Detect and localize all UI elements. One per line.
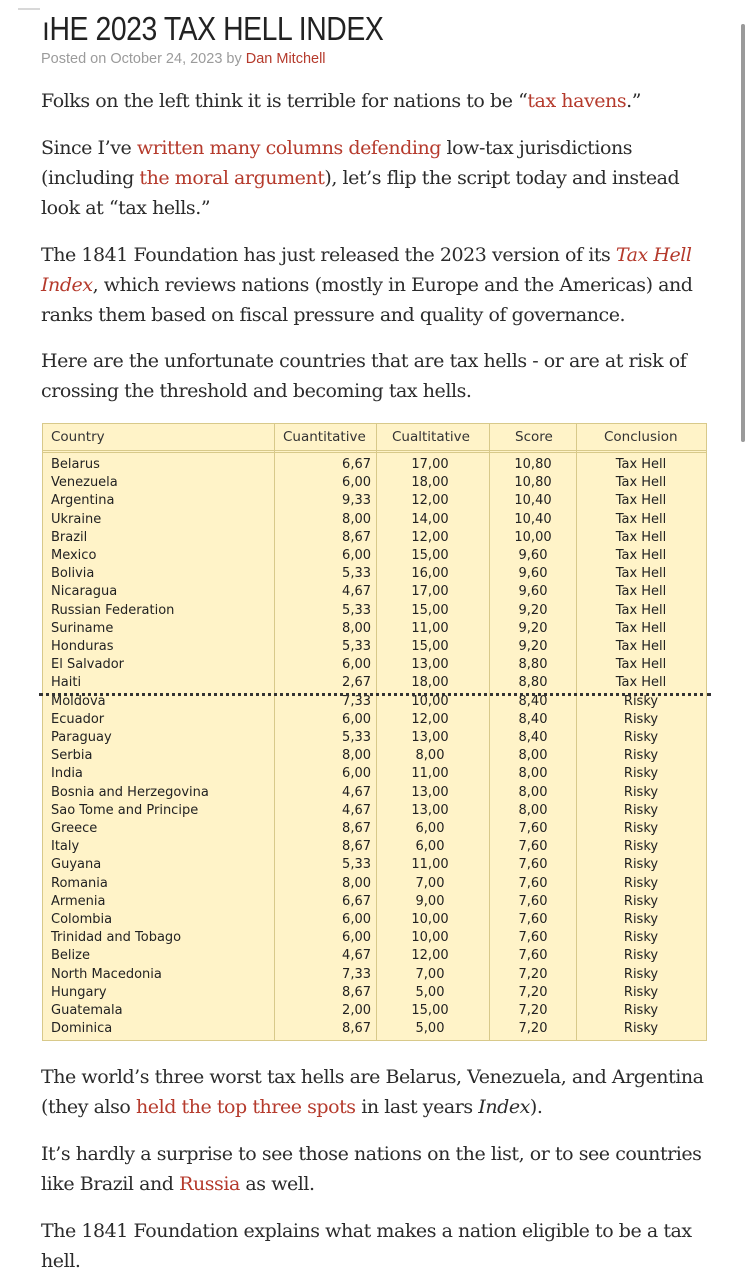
country-cell: Sao Tome and Principe: [51, 802, 199, 818]
country-cell: North Macedonia: [51, 966, 162, 982]
cualtitative-cell: 16,00: [411, 566, 449, 582]
conclusion-cell: Tax Hell: [615, 511, 667, 527]
cuantitative-cell: 6,67: [342, 893, 371, 909]
conclusion-cell: Risky: [623, 875, 659, 891]
paragraph-2: [41, 133, 709, 223]
cuantitative-cell: 8,00: [342, 748, 371, 764]
table-row: [43, 802, 706, 820]
score-cell: 7,20: [518, 1021, 548, 1037]
score-cell: 7,60: [518, 821, 548, 836]
cuantitative-cell: 6,00: [342, 930, 371, 946]
table-row: [43, 838, 706, 856]
cuantitative-cell: 9,33: [342, 493, 371, 509]
conclusion-cell: Tax Hell: [615, 457, 667, 472]
score-cell: 7,60: [518, 912, 548, 927]
cualtitative-cell: 12,00: [411, 493, 449, 509]
score-cell: 10,80: [514, 457, 552, 472]
cuantitative-cell: 6,00: [342, 657, 371, 673]
score-cell: 7,60: [518, 839, 548, 855]
tax-hell-threshold-divider: [39, 693, 711, 696]
top-three-spots-link[interactable]: held the top three spots: [136, 1096, 356, 1118]
table-row: [43, 602, 706, 620]
conclusion-cell: Risky: [623, 766, 659, 782]
table-row: [43, 856, 706, 874]
table-row: [43, 492, 706, 510]
table-row: [43, 966, 706, 984]
paragraph-4: Here are the unfortunate countries that are tax hells - or are at risk of crossing the threshold and becoming tax hells.: [41, 350, 687, 402]
text: .”: [626, 90, 641, 112]
cualtitative-cell: 13,00: [411, 784, 449, 800]
tax-hell-table: [42, 423, 707, 1041]
moral-argument-link[interactable]: the moral argument: [139, 167, 325, 189]
table-row: [43, 929, 706, 947]
country-cell: Guatemala: [51, 1003, 123, 1018]
score-cell: 8,00: [518, 748, 548, 764]
header-country: Country: [51, 429, 105, 445]
cualtitative-cell: 15,00: [411, 548, 449, 563]
score-cell: 7,20: [518, 984, 548, 1000]
cuantitative-cell: 8,67: [342, 839, 371, 855]
cuantitative-cell: 8,67: [342, 821, 371, 836]
country-cell: Nicaragua: [51, 584, 118, 600]
cualtitative-cell: 10,00: [411, 912, 449, 927]
cualtitative-cell: 12,00: [411, 711, 449, 727]
conclusion-cell: Tax Hell: [615, 639, 667, 654]
table-row: [43, 456, 706, 474]
conclusion-cell: Tax Hell: [615, 548, 667, 563]
scrollbar[interactable]: [741, 24, 745, 442]
cuantitative-cell: 4,67: [342, 584, 371, 600]
country-cell: Venezuela: [51, 475, 118, 491]
cualtitative-cell: 15,00: [411, 602, 449, 618]
cualtitative-cell: 11,00: [411, 620, 449, 636]
tax-havens-link[interactable]: tax havens: [527, 90, 627, 112]
header-conclusion: Conclusion: [604, 429, 678, 445]
cualtitative-cell: 13,00: [411, 802, 449, 818]
country-cell: Bolivia: [51, 566, 95, 582]
cuantitative-cell: 5,33: [342, 730, 371, 745]
cuantitative-cell: 6,67: [342, 457, 371, 472]
cualtitative-cell: 17,00: [411, 457, 449, 472]
country-cell: El Salvador: [51, 657, 124, 673]
conclusion-cell: Tax Hell: [615, 493, 667, 509]
table-row: [43, 875, 706, 893]
text: as well.: [239, 1173, 315, 1195]
table-row: [43, 529, 706, 547]
score-cell: 7,60: [518, 930, 548, 946]
table-row: [43, 674, 706, 692]
score-cell: 9,20: [518, 602, 548, 618]
cualtitative-cell: 10,00: [411, 930, 449, 946]
country-cell: Mexico: [51, 548, 97, 563]
country-cell: Belarus: [51, 457, 100, 472]
score-cell: 9,20: [518, 639, 548, 654]
cualtitative-cell: 5,00: [415, 984, 445, 1000]
score-cell: 7,60: [518, 857, 548, 873]
cuantitative-cell: 2,67: [342, 675, 371, 691]
score-cell: 7,60: [518, 875, 548, 891]
cualtitative-cell: 13,00: [411, 657, 449, 673]
country-cell: Italy: [51, 839, 80, 855]
cualtitative-cell: 9,00: [415, 893, 445, 909]
country-cell: Russian Federation: [51, 602, 175, 618]
country-cell: Bosnia and Herzegovina: [51, 784, 209, 800]
table-row: [43, 474, 706, 492]
cualtitative-cell: 6,00: [415, 839, 445, 855]
text: Index: [478, 1096, 530, 1118]
cualtitative-cell: 7,00: [415, 875, 445, 891]
cualtitative-cell: 12,00: [411, 948, 449, 964]
country-cell: Colombia: [51, 912, 113, 927]
table-row: [43, 620, 706, 638]
table-row: [43, 547, 706, 565]
country-cell: Paraguay: [51, 730, 112, 745]
cuantitative-cell: 8,67: [342, 1021, 371, 1037]
cuantitative-cell: 7,33: [342, 693, 371, 709]
score-cell: 10,00: [514, 529, 552, 545]
cuantitative-cell: 6,00: [342, 912, 371, 927]
country-cell: India: [51, 766, 83, 782]
conclusion-cell: Risky: [623, 1003, 659, 1018]
cuantitative-cell: 5,33: [342, 602, 371, 618]
conclusion-cell: Risky: [623, 839, 659, 855]
cualtitative-cell: 17,00: [411, 584, 449, 600]
score-cell: 7,20: [518, 1003, 548, 1018]
cualtitative-cell: 18,00: [411, 675, 449, 691]
score-cell: 8,40: [518, 730, 548, 745]
conclusion-cell: Risky: [623, 711, 659, 727]
score-cell: 9,20: [518, 620, 548, 636]
cuantitative-cell: 4,67: [342, 802, 371, 818]
score-cell: 9,60: [518, 584, 548, 600]
conclusion-cell: Tax Hell: [615, 602, 667, 618]
cuantitative-cell: 4,67: [342, 948, 371, 964]
table-row: [43, 984, 706, 1002]
cualtitative-cell: 14,00: [411, 511, 449, 527]
table-row: [43, 784, 706, 802]
score-cell: 8,40: [518, 711, 548, 727]
paragraph-3: [41, 240, 709, 330]
text: The world’s three worst tax hells are Belarus, Venezuela, and Argentina (they also: [41, 1066, 704, 1118]
score-cell: 10,40: [514, 493, 552, 509]
country-cell: Trinidad and Tobago: [51, 930, 182, 946]
table-row: [43, 747, 706, 765]
table-row: [43, 765, 706, 783]
conclusion-cell: Risky: [623, 893, 659, 909]
article-title: ıHE 2023 TAX HELL INDEX: [42, 10, 384, 47]
header-rule: [43, 452, 706, 453]
cuantitative-cell: 5,33: [342, 566, 371, 582]
cualtitative-cell: 6,00: [415, 821, 445, 836]
conclusion-cell: Tax Hell: [615, 657, 667, 673]
country-cell: Belize: [51, 948, 90, 964]
table-row: [43, 729, 706, 747]
paragraph-6: [41, 1139, 709, 1199]
conclusion-cell: Tax Hell: [615, 620, 667, 636]
header-score: Score: [515, 429, 553, 445]
conclusion-cell: Risky: [623, 912, 659, 927]
conclusion-cell: Risky: [623, 966, 659, 982]
cuantitative-cell: 5,33: [342, 639, 371, 654]
text: The 1841 Foundation has just released the 2023 version of its: [41, 244, 616, 266]
text: ), let’s flip the script today and instead look at “tax hells.”: [41, 167, 680, 219]
table-row: [43, 711, 706, 729]
table-row: [43, 638, 706, 656]
country-cell: Argentina: [51, 493, 115, 509]
conclusion-cell: Risky: [623, 748, 659, 764]
cualtitative-cell: 15,00: [411, 1003, 449, 1018]
cualtitative-cell: 13,00: [411, 730, 449, 745]
cualtitative-cell: 10,00: [411, 693, 449, 709]
table-row: [43, 565, 706, 583]
country-cell: Armenia: [51, 893, 106, 909]
cuantitative-cell: 6,00: [342, 766, 371, 782]
conclusion-cell: Tax Hell: [615, 566, 667, 582]
text: Folks on the left think it is terrible for nations to be “: [41, 90, 528, 112]
country-cell: Dominica: [51, 1021, 113, 1037]
cuantitative-cell: 8,00: [342, 511, 371, 527]
country-cell: Guyana: [51, 857, 102, 873]
cuantitative-cell: 4,67: [342, 784, 371, 800]
tax-hell-index-link[interactable]: Tax Hell Index: [41, 244, 692, 296]
country-cell: Moldova: [51, 693, 106, 709]
score-cell: 8,00: [518, 784, 548, 800]
conclusion-cell: Tax Hell: [615, 584, 667, 600]
cualtitative-cell: 8,00: [415, 748, 445, 764]
score-cell: 7,60: [518, 948, 548, 964]
text: ).: [529, 1096, 543, 1118]
cuantitative-cell: 6,00: [342, 711, 371, 727]
scrollbar-thumb[interactable]: [741, 24, 745, 442]
header-cualtitative: Cualtitative: [392, 429, 470, 445]
written-columns-link[interactable]: written many columns defending: [136, 137, 441, 159]
cualtitative-cell: 11,00: [411, 857, 449, 873]
text: in last years: [355, 1096, 479, 1118]
cuantitative-cell: 8,67: [342, 984, 371, 1000]
cuantitative-cell: 8,00: [342, 875, 371, 891]
cuantitative-cell: 7,33: [342, 966, 371, 982]
text: , which reviews nations (mostly in Europe and the Americas) and ranks them based on fiscal pressure and quality of governance.: [41, 274, 693, 326]
cualtitative-cell: 18,00: [411, 475, 449, 491]
cualtitative-cell: 11,00: [411, 766, 449, 782]
post-meta: [41, 51, 326, 67]
conclusion-cell: Risky: [623, 784, 659, 800]
conclusion-cell: Risky: [623, 802, 659, 818]
table-row: [43, 820, 706, 838]
text: It’s hardly a surprise to see those nations on the list, or to see countries like Brazil and: [41, 1143, 702, 1195]
posted-date: Posted on October 24, 2023 by: [41, 51, 246, 67]
menu-icon[interactable]: [18, 0, 40, 10]
country-cell: Hungary: [51, 984, 107, 1000]
conclusion-cell: Risky: [623, 730, 659, 745]
paragraph-5: [41, 1062, 709, 1122]
cualtitative-cell: 5,00: [415, 1021, 445, 1037]
conclusion-cell: Risky: [623, 821, 659, 836]
score-cell: 8,40: [518, 693, 548, 709]
score-cell: 8,00: [518, 766, 548, 782]
header-cuantitative: Cuantitative: [283, 429, 366, 445]
cualtitative-cell: 15,00: [411, 639, 449, 654]
conclusion-cell: Risky: [623, 984, 659, 1000]
country-cell: Serbia: [51, 748, 93, 764]
author-link[interactable]: Dan Mitchell: [245, 51, 326, 67]
score-cell: 9,60: [518, 566, 548, 582]
country-cell: Ecuador: [51, 711, 105, 727]
score-cell: 8,80: [518, 657, 548, 673]
conclusion-cell: Risky: [623, 948, 659, 964]
score-cell: 10,40: [514, 511, 552, 527]
russia-link[interactable]: Russia: [179, 1173, 240, 1195]
cuantitative-cell: 8,67: [342, 529, 371, 545]
conclusion-cell: Tax Hell: [615, 529, 667, 545]
score-cell: 7,60: [518, 893, 548, 909]
country-cell: Ukraine: [51, 511, 102, 527]
table-row: [43, 583, 706, 601]
cualtitative-cell: 12,00: [411, 529, 449, 545]
table-row: [43, 911, 706, 929]
country-cell: Romania: [51, 875, 108, 891]
cuantitative-cell: 5,33: [342, 857, 371, 873]
score-cell: 7,20: [518, 966, 548, 982]
table-row: [43, 511, 706, 529]
conclusion-cell: Risky: [623, 930, 659, 946]
header-rule: [43, 450, 706, 451]
score-cell: 10,80: [514, 475, 552, 491]
country-cell: Haiti: [51, 675, 82, 691]
cuantitative-cell: 6,00: [342, 548, 371, 563]
country-cell: Brazil: [51, 529, 88, 545]
score-cell: 8,80: [518, 675, 548, 691]
conclusion-cell: Risky: [623, 1021, 659, 1037]
cuantitative-cell: 2,00: [342, 1003, 371, 1018]
country-cell: Honduras: [51, 639, 114, 654]
text: low-tax jurisdictions (including: [41, 137, 633, 189]
conclusion-cell: Risky: [623, 693, 659, 709]
table-row: [43, 1002, 706, 1020]
country-cell: Greece: [51, 821, 98, 836]
conclusion-cell: Risky: [623, 857, 659, 873]
conclusion-cell: Tax Hell: [615, 475, 667, 491]
table-row: [43, 893, 706, 911]
conclusion-cell: Tax Hell: [615, 675, 667, 691]
cuantitative-cell: 6,00: [342, 475, 371, 491]
table-row: [43, 1020, 706, 1038]
score-cell: 9,60: [518, 548, 548, 563]
cuantitative-cell: 8,00: [342, 620, 371, 636]
table-row: [43, 656, 706, 674]
text: Since I’ve: [41, 137, 137, 159]
table-row: [43, 947, 706, 965]
country-cell: Suriname: [51, 620, 114, 636]
score-cell: 8,00: [518, 802, 548, 818]
paragraph-7: The 1841 Foundation explains what makes a nation eligible to be a tax hell.: [41, 1220, 692, 1272]
paragraph-1: [41, 86, 709, 116]
cualtitative-cell: 7,00: [415, 966, 445, 982]
